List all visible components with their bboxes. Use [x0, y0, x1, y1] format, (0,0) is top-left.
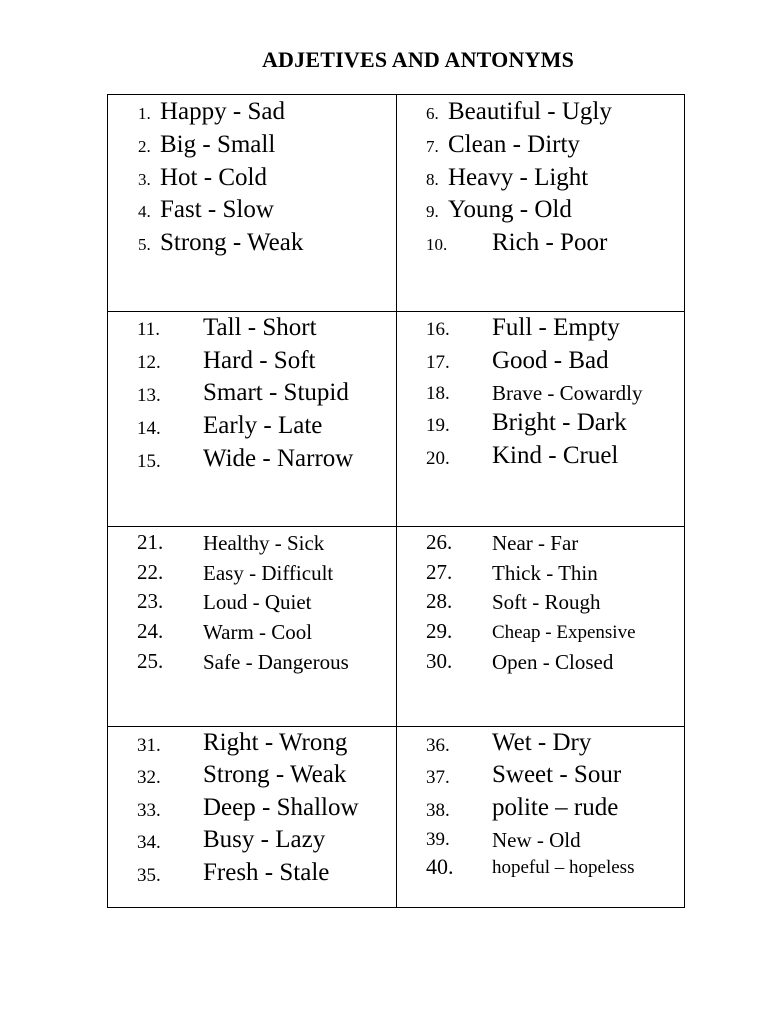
item-pair: Soft - Rough [492, 590, 601, 614]
item-pair: Happy - Sad [160, 98, 285, 125]
item-pair: Good - Bad [492, 347, 609, 374]
item-pair: Bright - Dark [492, 409, 627, 436]
item-pair: Heavy - Light [448, 164, 589, 191]
item-number: 21. [137, 530, 164, 554]
item-pair: Brave - Cowardly [492, 381, 643, 405]
item-pair: hopeful – hopeless [492, 857, 635, 878]
item-number: 1. [138, 104, 151, 123]
item-pair: Hot - Cold [160, 164, 267, 191]
item-number: 29. [426, 619, 453, 643]
item-number: 23. [137, 589, 164, 613]
item-number: 18. [426, 383, 450, 404]
item-pair: Warm - Cool [203, 620, 313, 644]
item-number: 7. [426, 137, 439, 156]
page-title: ADJETIVES AND ANTONYMS [261, 47, 575, 72]
item-pair: Strong - Weak [160, 229, 304, 256]
item-pair: Wet - Dry [492, 729, 592, 756]
item-number: 33. [137, 800, 161, 821]
item-number: 9. [426, 202, 439, 221]
item-number: 13. [137, 385, 161, 406]
item-pair: Smart - Stupid [203, 379, 349, 406]
item-number: 14. [137, 418, 161, 439]
item-pair: Deep - Shallow [203, 794, 359, 821]
item-number: 36. [426, 735, 450, 756]
item-number: 20. [426, 448, 450, 469]
item-pair: polite – rude [492, 794, 619, 821]
item-number: 17. [426, 352, 450, 373]
item-number: 27. [426, 560, 453, 584]
table-column-divider [396, 95, 397, 907]
item-number: 35. [137, 865, 161, 886]
item-number: 40. [426, 854, 454, 879]
item-number: 11. [137, 319, 161, 340]
item-number: 32. [137, 767, 161, 788]
item-number: 39. [426, 829, 450, 850]
item-pair: Clean - Dirty [448, 131, 580, 158]
item-number: 34. [137, 832, 161, 853]
item-pair: Beautiful - Ugly [448, 98, 612, 125]
item-pair: Fast - Slow [160, 196, 274, 223]
item-pair: Strong - Weak [203, 761, 347, 788]
antonyms-table [107, 94, 685, 908]
item-pair: Safe - Dangerous [203, 650, 349, 674]
item-number: 2. [138, 137, 151, 156]
item-number: 5. [138, 235, 151, 254]
item-number: 8. [426, 170, 439, 189]
item-number: 6. [426, 104, 439, 123]
item-pair: Big - Small [160, 131, 276, 158]
item-number: 28. [426, 589, 453, 613]
item-number: 19. [426, 415, 450, 436]
item-pair: Busy - Lazy [203, 826, 326, 853]
item-pair: Hard - Soft [203, 347, 316, 374]
item-pair: New - Old [492, 828, 581, 852]
item-pair: Fresh - Stale [203, 859, 330, 886]
item-pair: Thick - Thin [492, 561, 598, 585]
item-number: 15. [137, 451, 161, 472]
item-number: 22. [137, 560, 164, 584]
item-number: 4. [138, 202, 151, 221]
item-pair: Easy - Difficult [203, 561, 334, 585]
item-number: 26. [426, 530, 453, 554]
item-number: 38. [426, 800, 450, 821]
item-pair: Tall - Short [203, 314, 317, 341]
item-number: 25. [137, 649, 164, 673]
item-pair: Healthy - Sick [203, 531, 325, 555]
item-pair: Near - Far [492, 531, 579, 555]
item-pair: Open - Closed [492, 650, 614, 674]
item-pair: Kind - Cruel [492, 442, 619, 469]
item-pair: Early - Late [203, 412, 323, 439]
item-number: 16. [426, 319, 450, 340]
item-pair: Rich - Poor [492, 229, 608, 256]
item-number: 37. [426, 767, 450, 788]
item-pair: Young - Old [448, 196, 572, 223]
item-pair: Sweet - Sour [492, 761, 622, 788]
item-number: 3. [138, 170, 151, 189]
item-number: 24. [137, 619, 164, 643]
item-pair: Wide - Narrow [203, 445, 354, 472]
item-number: 10. [426, 235, 448, 254]
item-pair: Loud - Quiet [203, 590, 312, 614]
item-pair: Right - Wrong [203, 729, 348, 756]
item-number: 30. [426, 649, 453, 673]
item-number: 12. [137, 352, 161, 373]
item-pair: Full - Empty [492, 314, 620, 341]
item-pair: Cheap - Expensive [492, 622, 636, 643]
item-number: 31. [137, 735, 161, 756]
